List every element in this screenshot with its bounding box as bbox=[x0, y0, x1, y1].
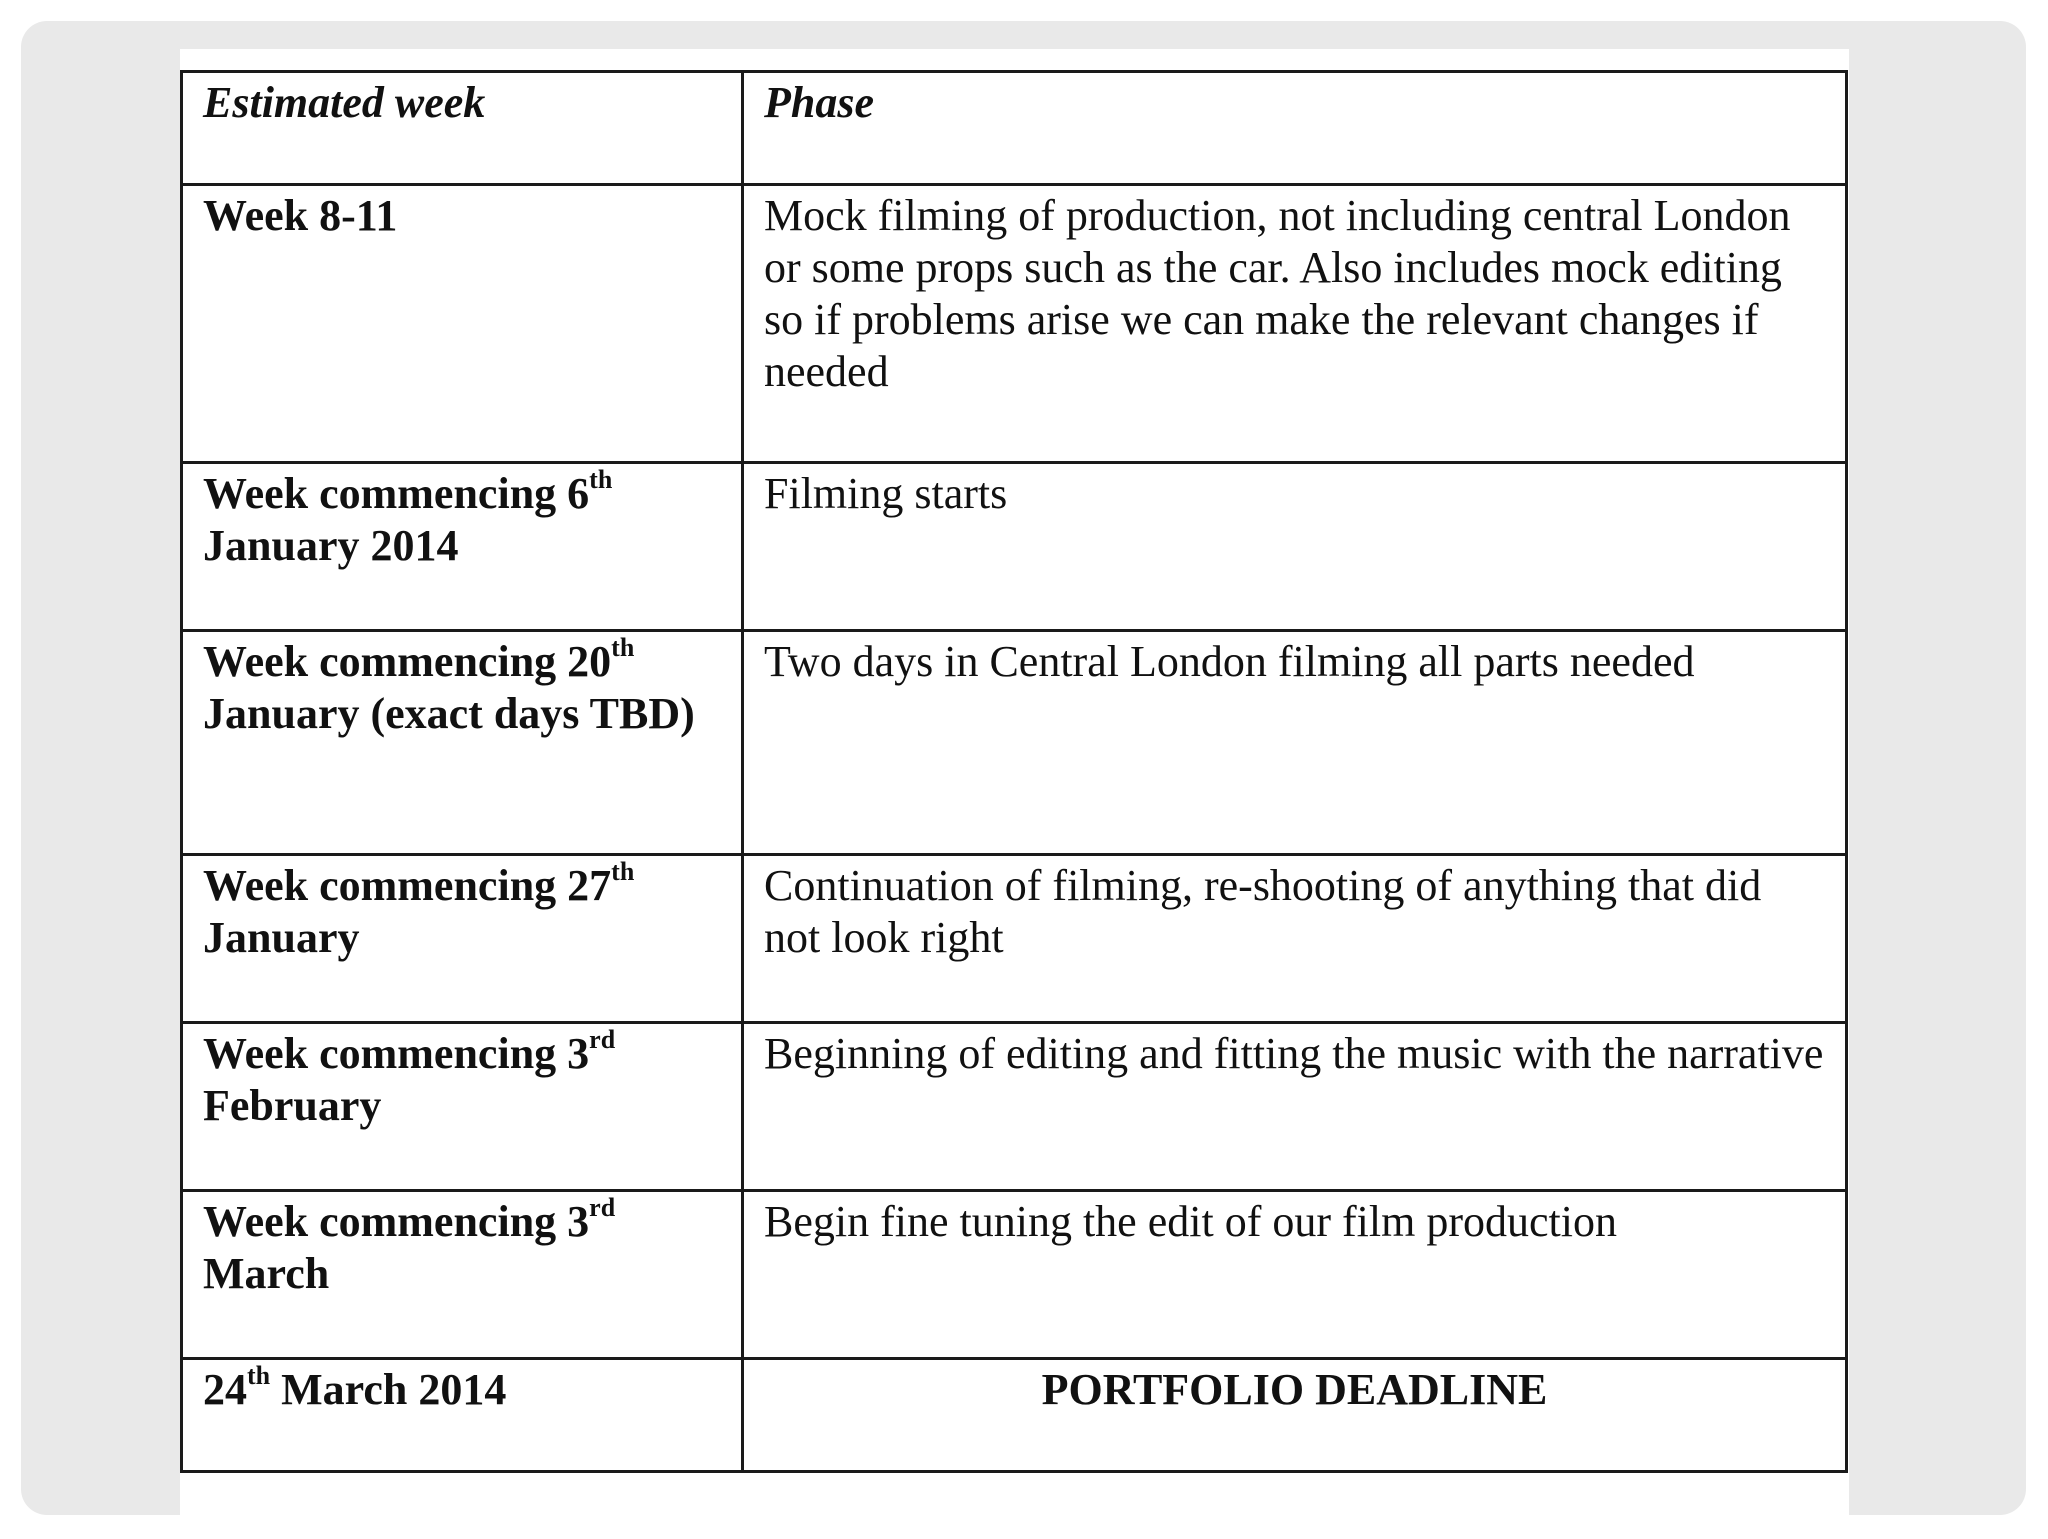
table-row bbox=[182, 185, 1847, 463]
ordinal-suffix: rd bbox=[589, 1193, 616, 1222]
table-row bbox=[182, 1191, 1847, 1359]
schedule-table bbox=[180, 70, 1848, 1473]
week-text-rest: March bbox=[203, 1249, 330, 1298]
header-phase: Phase bbox=[743, 72, 1847, 185]
week-cell bbox=[182, 1191, 743, 1359]
phase-cell: Filming starts bbox=[743, 463, 1847, 631]
week-text: Week commencing 6 bbox=[203, 469, 590, 518]
table-row bbox=[182, 855, 1847, 1023]
week-text: Week commencing 3 bbox=[203, 1197, 590, 1246]
header-estimated-week: Estimated week bbox=[182, 72, 743, 185]
week-cell bbox=[182, 631, 743, 855]
week-cell bbox=[182, 1023, 743, 1191]
table-row bbox=[182, 463, 1847, 631]
ordinal-suffix: th bbox=[247, 1361, 271, 1390]
week-cell bbox=[182, 855, 743, 1023]
phase-cell: Two days in Central London filming all parts needed bbox=[743, 631, 1847, 855]
phase-cell: Mock filming of production, not including central London or some props such as the car. Also includes mock editing so if problems arise we can make the relevant changes if needed bbox=[743, 185, 1847, 463]
week-text-rest: February bbox=[203, 1081, 382, 1130]
week-cell bbox=[182, 1359, 743, 1472]
ordinal-suffix: th bbox=[611, 857, 635, 886]
document-page bbox=[180, 49, 1849, 1539]
week-text: Week commencing 3 bbox=[203, 1029, 590, 1078]
week-text-rest: January (exact days TBD) bbox=[203, 689, 695, 738]
portfolio-deadline-cell: PORTFOLIO DEADLINE bbox=[743, 1359, 1847, 1472]
week-cell: Week 8-11 bbox=[182, 185, 743, 463]
table-row bbox=[182, 1023, 1847, 1191]
table-header-row bbox=[182, 72, 1847, 185]
week-text-rest: January 2014 bbox=[203, 521, 459, 570]
ordinal-suffix: th bbox=[611, 633, 635, 662]
slide-frame bbox=[21, 21, 2026, 1515]
week-text-rest: March 2014 bbox=[270, 1365, 507, 1414]
table-row-deadline bbox=[182, 1359, 1847, 1472]
phase-cell: Beginning of editing and fitting the music with the narrative bbox=[743, 1023, 1847, 1191]
ordinal-suffix: rd bbox=[589, 1025, 616, 1054]
table-row bbox=[182, 631, 1847, 855]
ordinal-suffix: th bbox=[589, 465, 613, 494]
week-text: Week commencing 27 bbox=[203, 861, 612, 910]
phase-cell: Continuation of filming, re-shooting of anything that did not look right bbox=[743, 855, 1847, 1023]
week-text: Week commencing 20 bbox=[203, 637, 612, 686]
phase-cell: Begin fine tuning the edit of our film production bbox=[743, 1191, 1847, 1359]
week-cell bbox=[182, 463, 743, 631]
week-text: 24 bbox=[203, 1365, 247, 1414]
week-text-rest: January bbox=[203, 913, 360, 962]
